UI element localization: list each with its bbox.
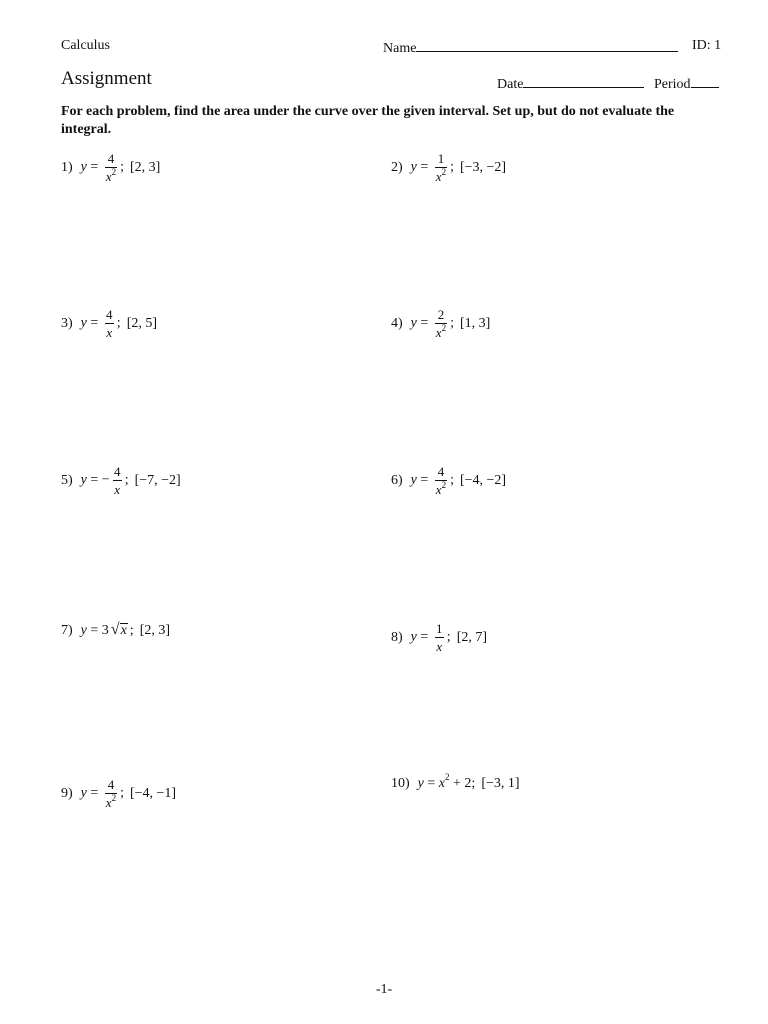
problem-2 — [391, 152, 506, 183]
problem-5 — [61, 465, 181, 496]
problem-number: 5) — [61, 472, 73, 488]
interval: [−3, 1] — [481, 776, 520, 791]
interval: [2, 5] — [126, 315, 158, 331]
problem-number: 8) — [391, 629, 403, 645]
period-label: Period — [654, 77, 691, 92]
interval: [1, 3] — [459, 315, 491, 331]
problem-3 — [61, 308, 157, 339]
id-label: ID: 1 — [692, 38, 722, 53]
function-expression: y = $\frac{4}{x^2}$ ; — [80, 777, 124, 810]
problem-number: 1) — [61, 159, 73, 175]
page-number: -1- — [375, 982, 393, 997]
problem-number: 6) — [391, 472, 403, 488]
period-field[interactable] — [654, 74, 719, 93]
problem-10 — [391, 772, 520, 792]
instructions: For each problem, find the area under the curve over the given interval. Set up, but do not evaluate the integral. — [61, 104, 675, 137]
function-expression: y = $\frac{1}{x^2}$ ; — [410, 151, 454, 184]
problem-9 — [61, 778, 176, 809]
function-expression: y = $\frac{2}{x^2}$ ; — [410, 307, 454, 340]
problem-6 — [391, 465, 506, 496]
problem-number: 10) — [391, 776, 410, 791]
course-name: Calculus — [61, 38, 110, 53]
name-field[interactable] — [383, 38, 678, 57]
page-title: Assignment — [61, 68, 152, 89]
name-line — [416, 38, 678, 52]
problem-number: 2) — [391, 159, 403, 175]
problem-1 — [61, 152, 160, 183]
function-expression: y = $\frac{1}{x}$ ; — [410, 621, 451, 654]
interval: [−3, −2] — [459, 159, 507, 175]
date-line — [523, 74, 644, 88]
function-expression: y = − $\frac{4}{x}$ ; — [80, 464, 129, 497]
problem-4 — [391, 308, 490, 339]
interval: [−7, −2] — [134, 472, 181, 488]
function-expression: y = $\frac{4}{x^2}$ ; — [410, 464, 454, 497]
interval: [2, 3] — [129, 159, 161, 175]
function-expression: y = $\frac{4}{x^2}$ ; — [80, 151, 124, 184]
problem-number: 3) — [61, 315, 73, 331]
date-field[interactable] — [497, 74, 644, 93]
function-expression: $y = x^2 + 2$; — [417, 772, 476, 791]
interval: [−4, −2] — [459, 472, 507, 488]
problem-8 — [391, 622, 487, 653]
period-line — [691, 74, 719, 88]
name-label: Name — [383, 41, 417, 56]
problem-number: 9) — [61, 785, 73, 801]
date-label: Date — [497, 77, 524, 92]
problem-7 — [61, 622, 170, 639]
function-expression: y = 3 √ x ; — [80, 621, 134, 638]
interval: [2, 3] — [139, 622, 171, 638]
problem-number: 4) — [391, 315, 403, 331]
interval: [2, 7] — [456, 629, 488, 645]
interval: [−4, −1] — [129, 785, 177, 801]
function-expression: y = $\frac{4}{x}$ ; — [80, 307, 121, 340]
problem-number: 7) — [61, 622, 73, 638]
